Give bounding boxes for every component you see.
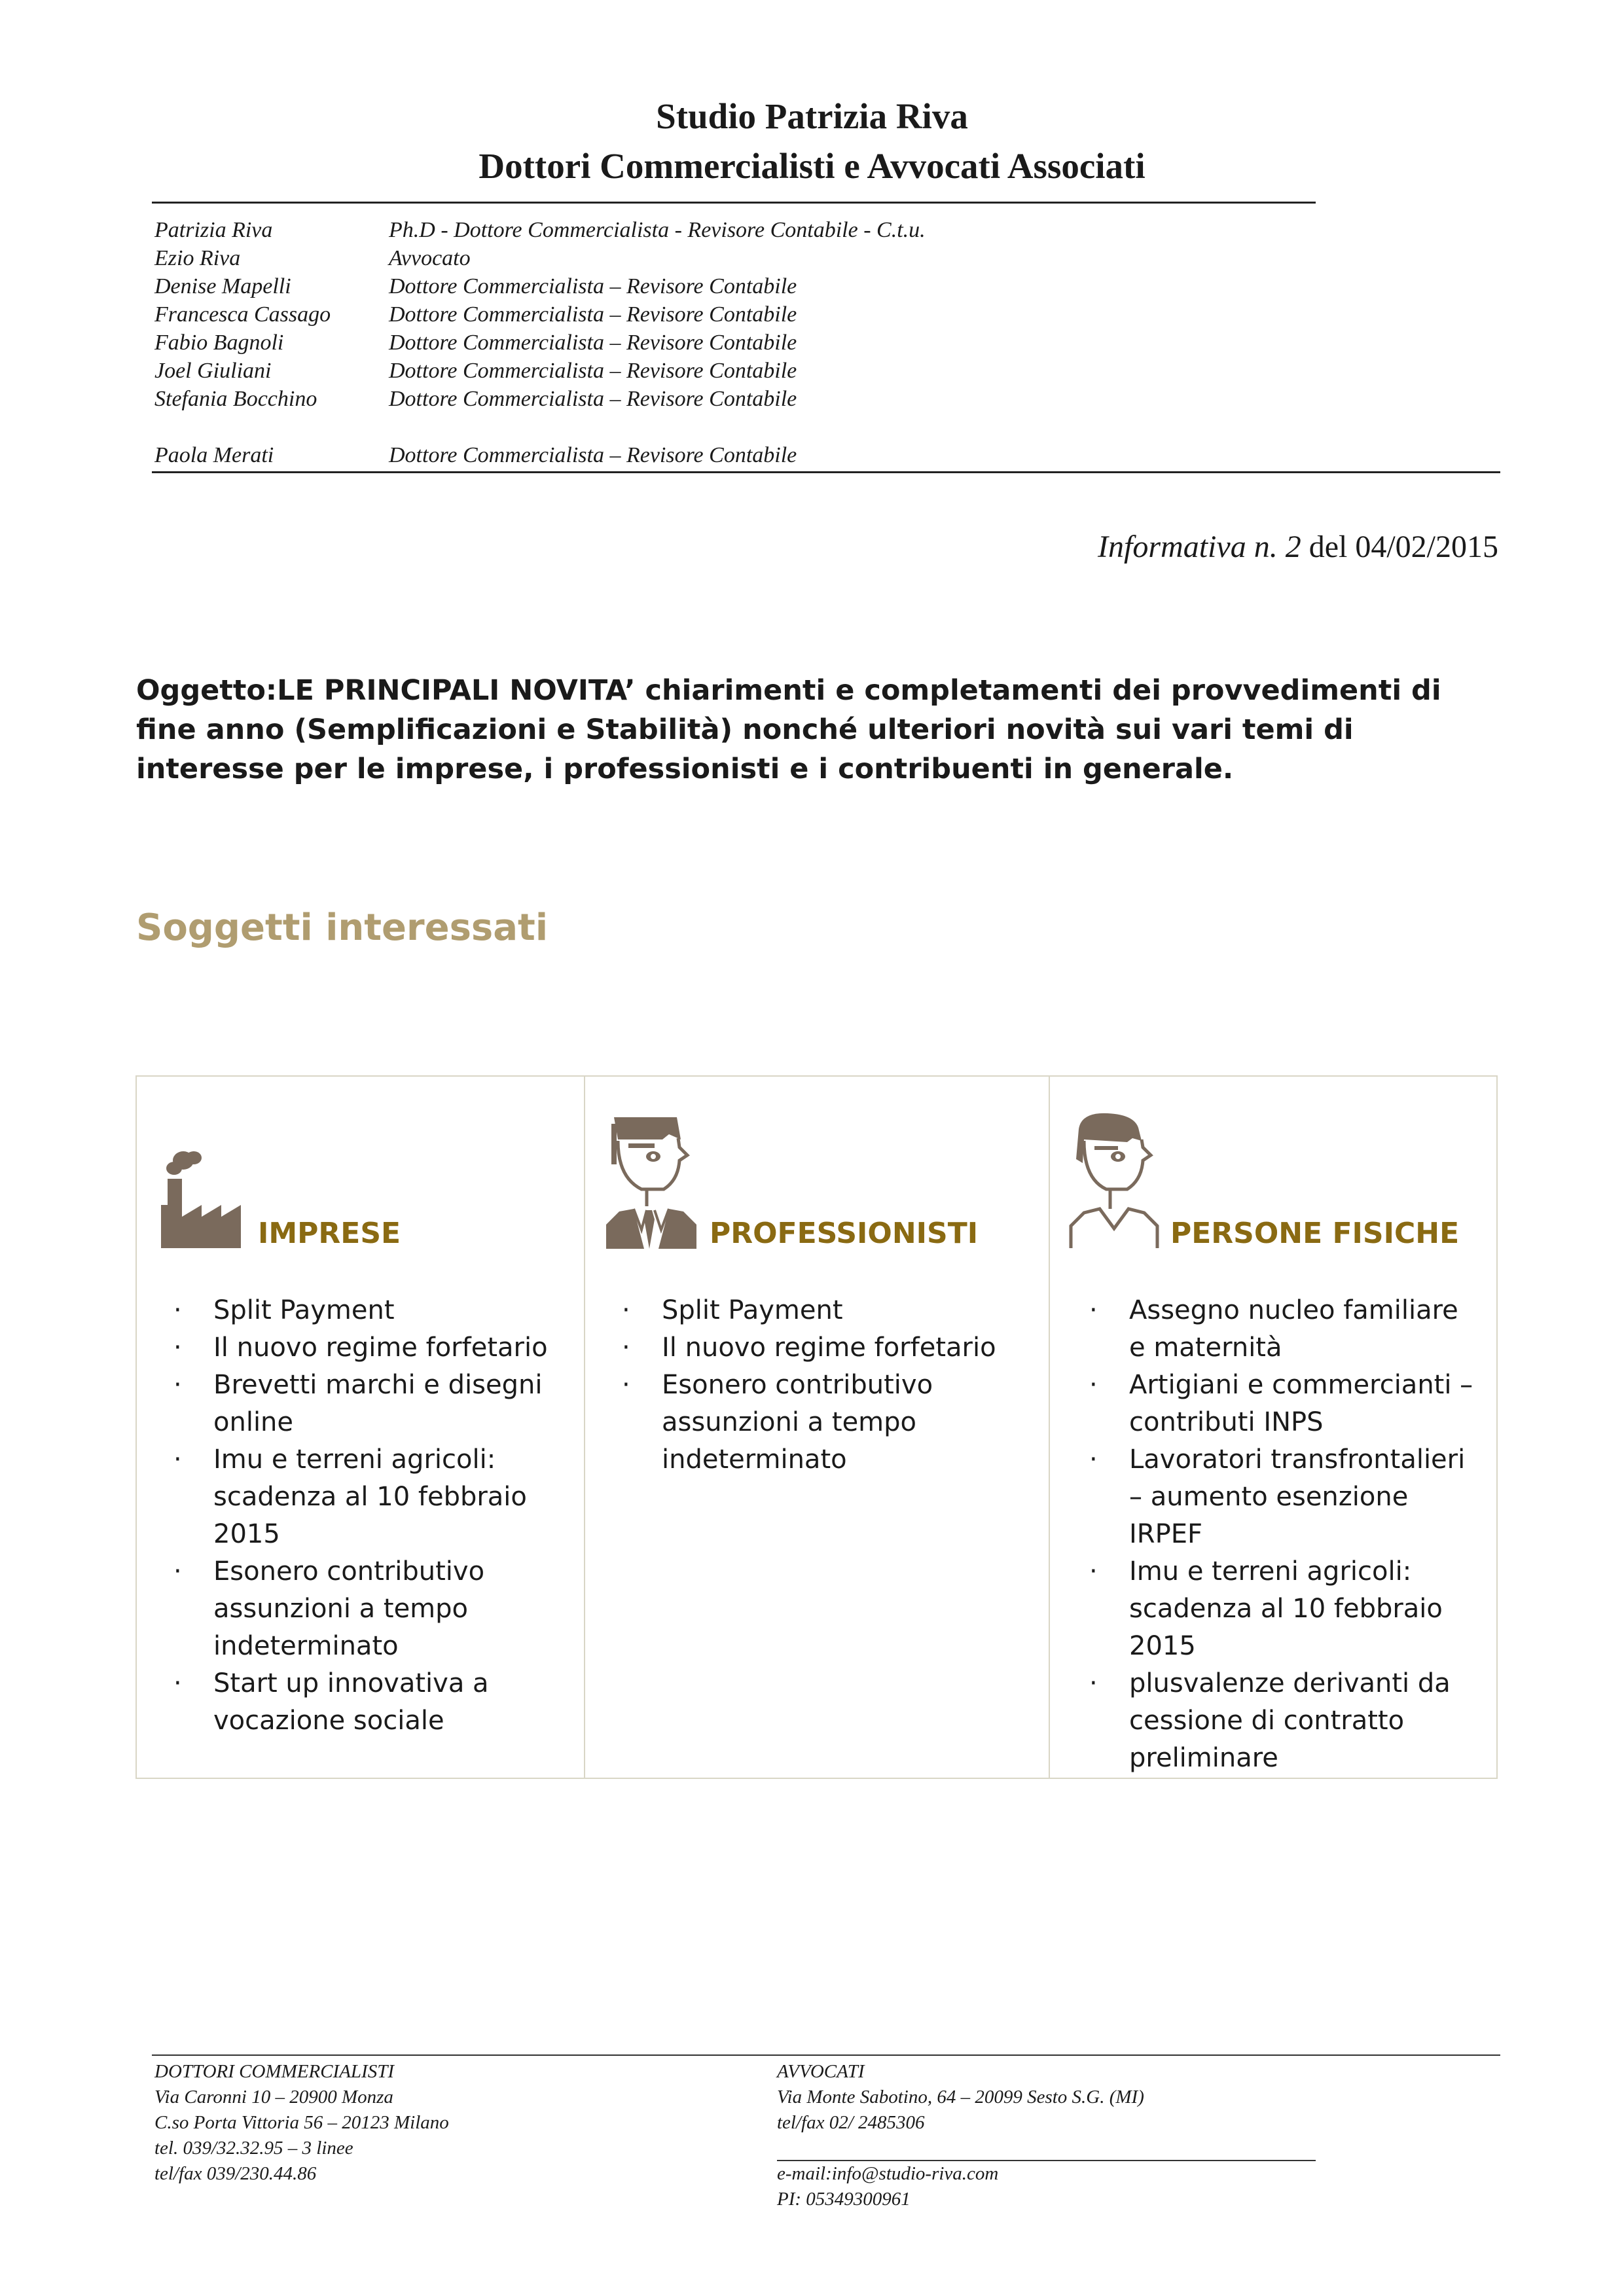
staff-name: Stefania Bocchino — [154, 387, 317, 411]
column-title: IMPRESE — [258, 1217, 401, 1250]
staff-divider — [152, 471, 1500, 473]
bullet-icon: · — [173, 1295, 182, 1325]
staff-role: Dottore Commercialista – Revisore Contabile — [389, 387, 797, 411]
bullet-icon: · — [1089, 1444, 1098, 1475]
list-item: · Brevetti marchi e disegni online — [173, 1367, 566, 1441]
bullet-icon: · — [622, 1333, 630, 1363]
column-professionisti — [584, 1077, 1049, 1778]
column-persone-fisiche — [1049, 1077, 1496, 1778]
list-item: · Imu e terreni agricoli: scadenza al 10 febbraio 2015 — [1089, 1553, 1482, 1665]
subject-text: chiarimenti e completamenti dei provvedimenti di fine anno (Semplificazioni e Stabilità) nonché ulteriori novità sui vari temi di interesse per le imprese, i professionisti e i contribuenti in generale. — [136, 674, 1441, 785]
footer-phone: tel. 039/32.32.95 – 3 linee — [154, 2138, 353, 2159]
footer-avvocati — [777, 2059, 1144, 2212]
footer-fax: tel/fax 039/230.44.86 — [154, 2163, 317, 2184]
list-item: · Split Payment — [622, 1292, 1028, 1329]
list-item: · Artigiani e commercianti – contributi INPS — [1089, 1367, 1482, 1441]
footer-heading: AVVOCATI — [777, 2061, 865, 2082]
professional-icon — [604, 1115, 698, 1249]
list-item: · Imu e terreni agricoli: scadenza al 10 febbraio 2015 — [173, 1441, 566, 1553]
footer-vat-number: PI: 05349300961 — [777, 2189, 911, 2210]
footer-address: Via Caronni 10 – 20900 Monza — [154, 2087, 393, 2108]
bullet-icon: · — [173, 1556, 182, 1587]
list-item: · Il nuovo regime forfetario — [622, 1329, 1028, 1367]
topic-list — [1089, 1292, 1482, 1777]
list-item: · Esonero contributivo assunzioni a tempo indeterminato — [622, 1367, 1028, 1479]
staff-name: Paola Merati — [154, 443, 274, 467]
list-item: · Assegno nucleo familiare e maternità — [1089, 1292, 1482, 1367]
footer-address: Via Monte Sabotino, 64 – 20099 Sesto S.G. (MI) — [777, 2087, 1144, 2108]
staff-role: Dottore Commercialista – Revisore Contabile — [389, 274, 797, 298]
circular-reference — [1098, 529, 1498, 565]
topic-list — [622, 1292, 1028, 1479]
list-item: · Lavoratori transfrontalieri – aumento esenzione IRPEF — [1089, 1441, 1482, 1553]
bullet-icon: · — [1089, 1556, 1098, 1587]
circular-number: Informativa n. 2 — [1098, 529, 1301, 564]
footer-small-divider — [777, 2160, 1316, 2161]
staff-role: Dottore Commercialista – Revisore Contabile — [389, 443, 797, 467]
staff-name: Patrizia Riva — [154, 218, 273, 242]
list-item: · Il nuovo regime forfetario — [173, 1329, 566, 1367]
column-imprese — [137, 1077, 584, 1778]
footer-heading: DOTTORI COMMERCIALISTI — [154, 2061, 394, 2082]
footer-fax: tel/fax 02/ 2485306 — [777, 2112, 925, 2133]
bullet-icon: · — [1089, 1668, 1098, 1698]
list-item: · Start up innovativa a vocazione sociale — [173, 1665, 566, 1740]
factory-icon — [160, 1150, 245, 1248]
bullet-icon: · — [1089, 1295, 1098, 1325]
staff-name: Denise Mapelli — [154, 274, 291, 298]
subject-paragraph — [136, 671, 1511, 789]
list-item: · plusvalenze derivanti da cessione di contratto preliminare — [1089, 1665, 1482, 1777]
footer-commercialisti — [154, 2059, 449, 2187]
section-title: Soggetti interessati — [136, 906, 549, 949]
column-title: PROFESSIONISTI — [710, 1217, 979, 1250]
studio-subtitle: Dottori Commercialisti e Avvocati Associati — [478, 146, 1146, 186]
staff-role: Dottore Commercialista – Revisore Contabile — [389, 331, 797, 355]
staff-role: Ph.D - Dottore Commercialista - Revisore Contabile - C.t.u. — [389, 218, 926, 242]
bullet-icon: · — [173, 1668, 182, 1698]
footer-email: e-mail:info@studio-riva.com — [777, 2163, 999, 2184]
footer-divider — [152, 2054, 1500, 2056]
staff-name: Francesca Cassago — [154, 302, 331, 327]
staff-name: Joel Giuliani — [154, 359, 272, 383]
bullet-icon: · — [173, 1370, 182, 1400]
circular-date: del 04/02/2015 — [1301, 529, 1498, 564]
bullet-icon: · — [622, 1295, 630, 1325]
topic-list — [173, 1292, 566, 1740]
bullet-icon: · — [622, 1370, 630, 1400]
header-divider — [152, 202, 1316, 204]
person-icon — [1068, 1111, 1160, 1248]
subjects-table — [135, 1075, 1498, 1779]
studio-name: Studio Patrizia Riva — [656, 96, 968, 136]
list-item: · Esonero contributivo assunzioni a tempo indeterminato — [173, 1553, 566, 1665]
subject-prefix: Oggetto:LE PRINCIPALI NOVITA’ — [136, 674, 636, 707]
column-title: PERSONE FISICHE — [1170, 1217, 1460, 1250]
staff-role: Dottore Commercialista – Revisore Contabile — [389, 302, 797, 327]
staff-role: Dottore Commercialista – Revisore Contabile — [389, 359, 797, 383]
bullet-icon: · — [173, 1444, 182, 1475]
bullet-icon: · — [1089, 1370, 1098, 1400]
staff-name: Ezio Riva — [154, 246, 241, 270]
list-item: · Split Payment — [173, 1292, 566, 1329]
staff-name: Fabio Bagnoli — [154, 331, 284, 355]
bullet-icon: · — [173, 1333, 182, 1363]
staff-role: Avvocato — [389, 246, 471, 270]
footer-address: C.so Porta Vittoria 56 – 20123 Milano — [154, 2112, 449, 2133]
letterhead-title — [0, 92, 1624, 191]
